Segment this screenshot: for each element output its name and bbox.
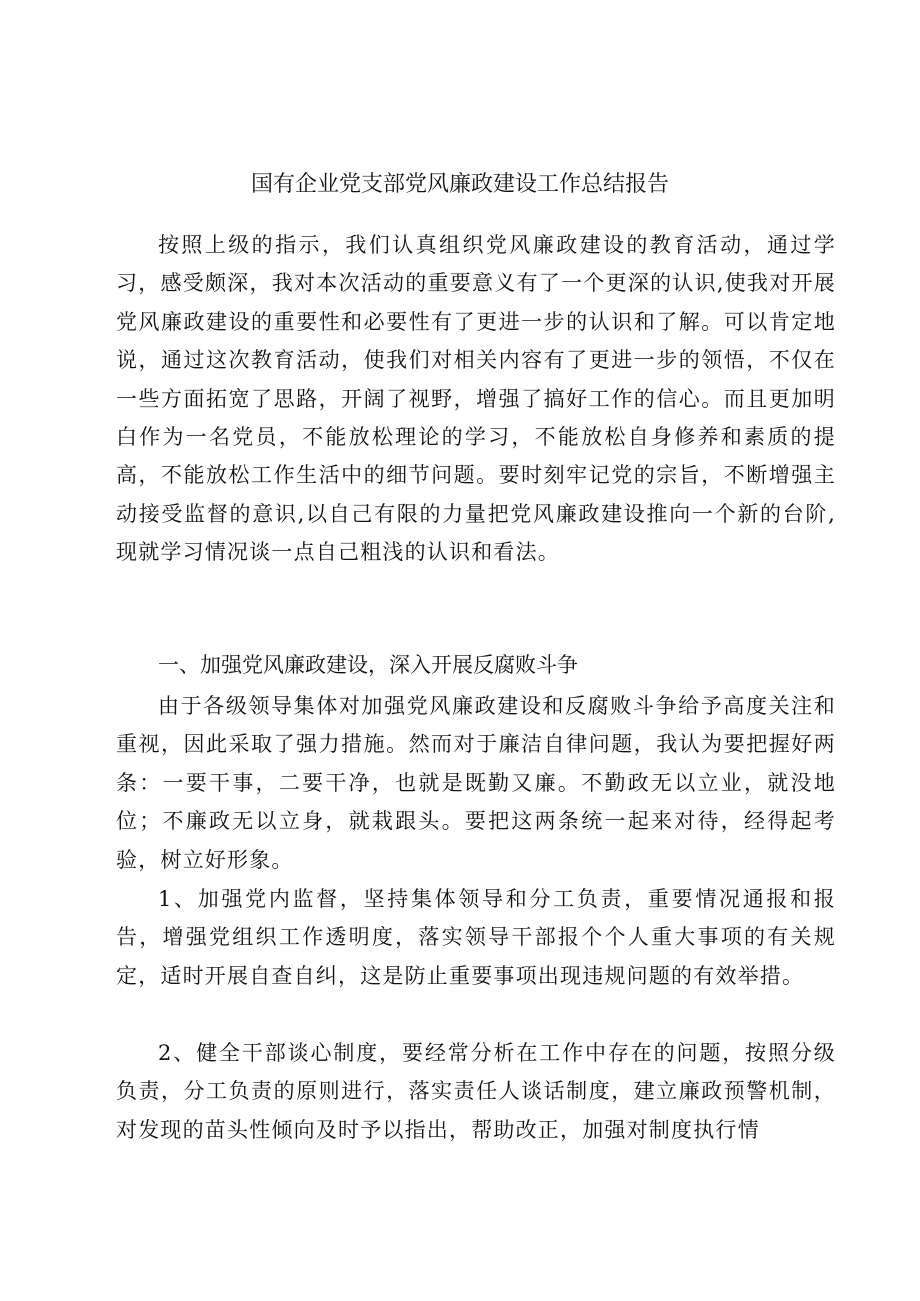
intro-paragraph: 按照上级的指示，我们认真组织党风廉政建设的教育活动，通过学习，感受颇深，我对本次活动的重要意义有了一个更深的认识,使我对开展党风廉政建设的重要性和必要性有了更进一步的认识和了解。可以肯定地说，通过这次教育活动，使我们对相关内容有了更进一步的领悟，不仅在一些方面拓宽了思路，开阔了视野，增强了搞好工作的信心。而且更加明白作为一名党员，不能放松理论的学习，不能放松自身修养和素质的提高，不能放松工作生活中的细节问题。要时刻牢记党的宗旨，不断增强主动接受监督的意识,以自己有限的力量把党风廉政建设推向一个新的台阶,现就学习情况谈一点自己粗浅的认识和看法。 <box>116 233 836 565</box>
list-item-1: 1、加强党内监督，坚持集体领导和分工负责，重要情况通报和报告，增强党组织工作透明度，落实领导干部报个个人重大事项的有关规定，适时开展自查自纠，这是防止重要事项出现违规问题的有效举措。 <box>116 887 836 988</box>
document-title: 国有企业党支部党风廉政建设工作总结报告 <box>250 172 669 197</box>
section-1-paragraph: 由于各级领导集体对加强党风廉政建设和反腐败斗争给予高度关注和重视，因此采取了强力措施。然而对于廉洁自律问题，我认为要把握好两条：一要干事，二要干净，也就是既勤又廉。不勤政无以立业，就没地位；不廉政无以立身，就栽跟头。要把这两条统一起来对待，经得起考验，树立好形象。 <box>116 694 836 872</box>
section-1-heading: 一、加强党风廉政建设，深入开展反腐败斗争 <box>158 653 578 677</box>
list-item-2: 2、健全干部谈心制度，要经常分析在工作中存在的问题，按照分级负责，分工负责的原则进行，落实责任人谈话制度，建立廉政预警机制，对发现的苗头性倾向及时予以指出，帮助改正，加强对制度执行情 <box>116 1041 836 1142</box>
